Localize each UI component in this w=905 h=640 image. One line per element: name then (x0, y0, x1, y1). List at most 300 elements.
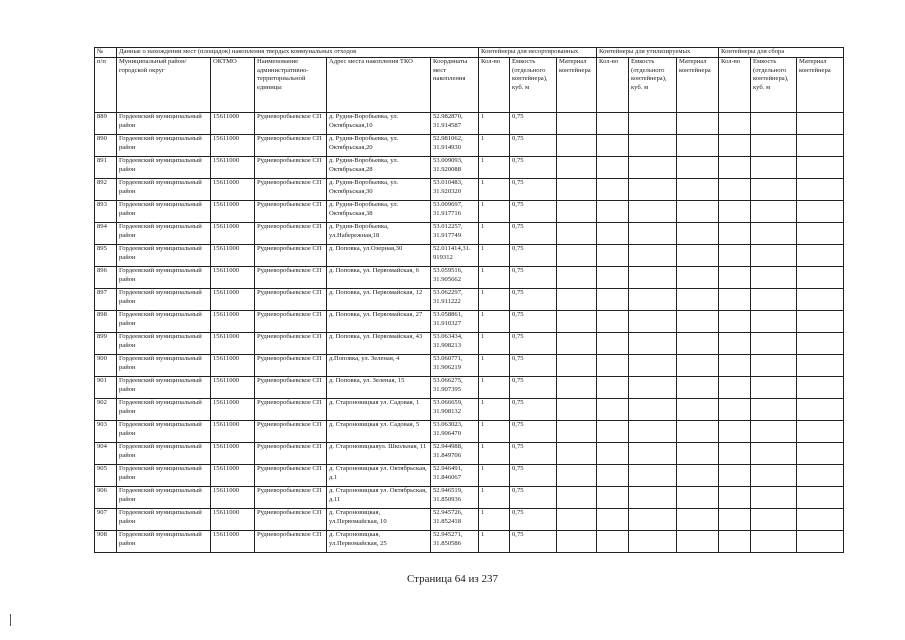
cell-empty (751, 487, 797, 509)
cell-n: 895 (95, 245, 117, 267)
cell-empty (719, 421, 751, 443)
cell-volume: 0,75 (510, 223, 557, 245)
cell-empty (557, 113, 597, 135)
cell-oktmo: 15611000 (211, 487, 255, 509)
cell-unit: Рудневоробьевское СП (255, 487, 327, 509)
cell-address: д. Староновицкая, ул.Первомайская, 25 (327, 531, 431, 553)
cell-district: Гордеевский муниципальный район (117, 245, 211, 267)
cell-volume: 0,75 (510, 355, 557, 377)
table-row (95, 487, 844, 509)
cell-oktmo: 15611000 (211, 223, 255, 245)
cell-empty (677, 223, 719, 245)
cell-empty (597, 311, 629, 333)
cell-address: д. Рудня-Воробьевка, ул. Октябрьская,30 (327, 179, 431, 201)
cell-empty (797, 157, 844, 179)
cell-empty (719, 311, 751, 333)
cell-empty (597, 399, 629, 421)
cell-volume: 0,75 (510, 201, 557, 223)
cell-qty: 1 (479, 311, 510, 333)
cell-qty: 1 (479, 509, 510, 531)
cell-qty: 1 (479, 289, 510, 311)
cell-qty: 1 (479, 531, 510, 553)
cell-district: Гордеевский муниципальный район (117, 399, 211, 421)
cell-address: д. Поповка, ул. Зеленая, 15 (327, 377, 431, 399)
cell-empty (751, 509, 797, 531)
cell-empty (597, 377, 629, 399)
cell-district: Гордеевский муниципальный район (117, 531, 211, 553)
cell-volume: 0,75 (510, 487, 557, 509)
cell-empty (677, 333, 719, 355)
cell-empty (797, 377, 844, 399)
cell-empty (797, 201, 844, 223)
cell-address: д.Поповка, ул. Зеленая, 4 (327, 355, 431, 377)
cell-qty: 1 (479, 399, 510, 421)
cell-qty: 1 (479, 245, 510, 267)
cell-oktmo: 15611000 (211, 157, 255, 179)
cell-address: д. Поповка, ул. Первомайская, 12 (327, 289, 431, 311)
cell-oktmo: 15611000 (211, 421, 255, 443)
cell-empty (677, 157, 719, 179)
cell-empty (557, 487, 597, 509)
cell-qty: 1 (479, 465, 510, 487)
cell-volume: 0,75 (510, 333, 557, 355)
cell-empty (557, 443, 597, 465)
cell-volume: 0,75 (510, 113, 557, 135)
cell-unit: Рудневоробьевское СП (255, 245, 327, 267)
cell-empty (719, 487, 751, 509)
cell-n: 892 (95, 179, 117, 201)
cell-oktmo: 15611000 (211, 465, 255, 487)
scan-margin-mark (10, 614, 11, 626)
cell-empty (719, 223, 751, 245)
cell-volume: 0,75 (510, 443, 557, 465)
cell-empty (677, 421, 719, 443)
cell-volume: 0,75 (510, 509, 557, 531)
cell-empty (719, 135, 751, 157)
column-header: Емкость (отдельного контейнера), куб. м (629, 58, 677, 113)
cell-volume: 0,75 (510, 157, 557, 179)
cell-coords: 52.944988, 31.849706 (431, 443, 479, 465)
cell-empty (629, 377, 677, 399)
cell-n: 897 (95, 289, 117, 311)
cell-empty (677, 377, 719, 399)
table-row (95, 201, 844, 223)
cell-address: д. Рудня-Воробьевка, ул. Октябрьская,38 (327, 201, 431, 223)
cell-address: д. Рудня-Воробьевка, ул. Октябрьская,20 (327, 135, 431, 157)
cell-n: 905 (95, 465, 117, 487)
cell-empty (557, 399, 597, 421)
cell-empty (719, 201, 751, 223)
cell-empty (597, 509, 629, 531)
cell-empty (597, 135, 629, 157)
cell-n: 890 (95, 135, 117, 157)
cell-unit: Рудневоробьевское СП (255, 113, 327, 135)
cell-empty (797, 223, 844, 245)
cell-coords: 52.946519, 31.850936 (431, 487, 479, 509)
cell-qty: 1 (479, 223, 510, 245)
cell-qty: 1 (479, 487, 510, 509)
cell-coords: 53.066275, 31.907395 (431, 377, 479, 399)
cell-oktmo: 15611000 (211, 531, 255, 553)
cell-oktmo: 15611000 (211, 179, 255, 201)
cell-empty (629, 355, 677, 377)
column-header: Муниципальный район/городской округ (117, 58, 211, 113)
cell-empty (719, 157, 751, 179)
table-row (95, 245, 844, 267)
cell-volume: 0,75 (510, 245, 557, 267)
cell-volume: 0,75 (510, 421, 557, 443)
cell-empty (719, 245, 751, 267)
cell-coords: 53.058861, 31.910327 (431, 311, 479, 333)
column-header: Кол-во (479, 58, 510, 113)
cell-empty (719, 465, 751, 487)
cell-empty (751, 157, 797, 179)
cell-empty (751, 245, 797, 267)
cell-empty (797, 443, 844, 465)
cell-empty (751, 377, 797, 399)
cell-empty (597, 157, 629, 179)
header-columns-row (95, 58, 844, 113)
cell-empty (719, 179, 751, 201)
cell-address: д. Староновицкая ул. Октябрьская, д.1 (327, 465, 431, 487)
cell-empty (797, 113, 844, 135)
cell-empty (557, 245, 597, 267)
cell-empty (797, 487, 844, 509)
cell-address: д. Поповка, ул.Озерная,30 (327, 245, 431, 267)
cell-empty (677, 355, 719, 377)
cell-empty (629, 245, 677, 267)
cell-district: Гордеевский муниципальный район (117, 421, 211, 443)
cell-empty (751, 443, 797, 465)
cell-empty (597, 531, 629, 553)
cell-n: 900 (95, 355, 117, 377)
cell-coords: 53.009697, 31.917716 (431, 201, 479, 223)
cell-empty (677, 531, 719, 553)
cell-empty (629, 443, 677, 465)
cell-unit: Рудневоробьевское СП (255, 531, 327, 553)
cell-unit: Рудневоробьевское СП (255, 289, 327, 311)
cell-coords: 52.945726, 31.852418 (431, 509, 479, 531)
cell-empty (597, 179, 629, 201)
cell-empty (629, 421, 677, 443)
cell-address: д. Рудня-Воробьевка, ул. Октябрьская,28 (327, 157, 431, 179)
cell-unit: Рудневоробьевское СП (255, 377, 327, 399)
table-row (95, 531, 844, 553)
cell-unit: Рудневоробьевское СП (255, 157, 327, 179)
cell-oktmo: 15611000 (211, 245, 255, 267)
cell-empty (677, 443, 719, 465)
cell-coords: 52.945271, 31.850586 (431, 531, 479, 553)
cell-oktmo: 15611000 (211, 311, 255, 333)
cell-unit: Рудневоробьевское СП (255, 267, 327, 289)
cell-coords: 53.063434, 31.908213 (431, 333, 479, 355)
cell-coords: 52.946491, 31.846067 (431, 465, 479, 487)
cell-coords: 53.010483, 31.920320 (431, 179, 479, 201)
cell-address: д. Староновицкая ул. Садовая, 5 (327, 421, 431, 443)
cell-empty (557, 509, 597, 531)
cell-n: 896 (95, 267, 117, 289)
cell-address: д. Староновицкая ул. Октябрьская, д.11 (327, 487, 431, 509)
table-row (95, 113, 844, 135)
cell-empty (719, 443, 751, 465)
cell-empty (751, 267, 797, 289)
column-header: Координаты мест накопления (431, 58, 479, 113)
cell-address: д. Поповка, ул. Первомайская, 43 (327, 333, 431, 355)
cell-empty (557, 135, 597, 157)
cell-empty (719, 355, 751, 377)
cell-district: Гордеевский муниципальный район (117, 289, 211, 311)
column-header: Материал контейнера (677, 58, 719, 113)
cell-oktmo: 15611000 (211, 201, 255, 223)
header-data-title: Данные о нахождении мест (площадок) накопления твердых коммунальных отходов (117, 48, 479, 58)
cell-coords: 53.063023, 31.906470 (431, 421, 479, 443)
cell-n: 904 (95, 443, 117, 465)
cell-empty (797, 531, 844, 553)
cell-empty (677, 289, 719, 311)
cell-volume: 0,75 (510, 135, 557, 157)
cell-empty (597, 421, 629, 443)
cell-coords: 52.982870, 31.914587 (431, 113, 479, 135)
cell-empty (597, 201, 629, 223)
waste-sites-table (94, 47, 844, 553)
cell-empty (629, 487, 677, 509)
table-row (95, 465, 844, 487)
cell-empty (629, 399, 677, 421)
cell-empty (797, 399, 844, 421)
cell-empty (751, 421, 797, 443)
column-header: Кол-во (719, 58, 751, 113)
column-header: Наименование административно-территориальной единицы (255, 58, 327, 113)
column-header: Емкость (отдельного контейнера), куб. м (510, 58, 557, 113)
cell-n: 898 (95, 311, 117, 333)
cell-empty (629, 157, 677, 179)
cell-district: Гордеевский муниципальный район (117, 487, 211, 509)
cell-n: 907 (95, 509, 117, 531)
table-row (95, 179, 844, 201)
cell-empty (751, 399, 797, 421)
cell-empty (797, 135, 844, 157)
cell-volume: 0,75 (510, 531, 557, 553)
cell-qty: 1 (479, 443, 510, 465)
cell-empty (557, 201, 597, 223)
cell-empty (557, 531, 597, 553)
cell-empty (597, 113, 629, 135)
cell-address: д. Староновицкаяул. Школьная, 11 (327, 443, 431, 465)
cell-coords: 52.011414,31. 919312 (431, 245, 479, 267)
column-header: п/п (95, 58, 117, 113)
cell-oktmo: 15611000 (211, 509, 255, 531)
cell-oktmo: 15611000 (211, 289, 255, 311)
cell-n: 902 (95, 399, 117, 421)
column-header: Материал контейнера (557, 58, 597, 113)
cell-empty (677, 267, 719, 289)
cell-n: 903 (95, 421, 117, 443)
cell-unit: Рудневоробьевское СП (255, 179, 327, 201)
cell-empty (751, 311, 797, 333)
cell-unit: Рудневоробьевское СП (255, 399, 327, 421)
column-header: Материал контейнера (797, 58, 844, 113)
table-row (95, 157, 844, 179)
cell-empty (751, 465, 797, 487)
cell-unit: Рудневоробьевское СП (255, 311, 327, 333)
cell-empty (597, 465, 629, 487)
header-num: № (95, 48, 117, 58)
table-row (95, 135, 844, 157)
cell-empty (597, 355, 629, 377)
cell-empty (677, 179, 719, 201)
cell-empty (751, 135, 797, 157)
cell-empty (629, 201, 677, 223)
cell-empty (797, 245, 844, 267)
cell-empty (629, 223, 677, 245)
cell-coords: 53.009093, 31.920088 (431, 157, 479, 179)
cell-empty (557, 179, 597, 201)
cell-district: Гордеевский муниципальный район (117, 135, 211, 157)
cell-empty (629, 135, 677, 157)
cell-empty (629, 267, 677, 289)
cell-oktmo: 15611000 (211, 399, 255, 421)
column-header: Емкость (отдельного контейнера), куб. м (751, 58, 797, 113)
header-recycled-title: Контейнеры для утилизируемых (597, 48, 719, 58)
cell-oktmo: 15611000 (211, 355, 255, 377)
cell-empty (557, 223, 597, 245)
cell-volume: 0,75 (510, 267, 557, 289)
cell-n: 894 (95, 223, 117, 245)
cell-empty (557, 311, 597, 333)
table-row (95, 421, 844, 443)
cell-district: Гордеевский муниципальный район (117, 465, 211, 487)
cell-qty: 1 (479, 421, 510, 443)
column-header: Кол-во (597, 58, 629, 113)
cell-qty: 1 (479, 157, 510, 179)
cell-oktmo: 15611000 (211, 267, 255, 289)
cell-empty (719, 377, 751, 399)
cell-n: 889 (95, 113, 117, 135)
cell-oktmo: 15611000 (211, 113, 255, 135)
table-row (95, 377, 844, 399)
cell-unit: Рудневоробьевское СП (255, 135, 327, 157)
cell-oktmo: 15611000 (211, 135, 255, 157)
cell-empty (557, 355, 597, 377)
cell-empty (719, 509, 751, 531)
cell-empty (751, 201, 797, 223)
cell-volume: 0,75 (510, 289, 557, 311)
cell-empty (557, 377, 597, 399)
cell-volume: 0,75 (510, 399, 557, 421)
cell-district: Гордеевский муниципальный район (117, 333, 211, 355)
cell-empty (557, 333, 597, 355)
column-header: ОКТМО (211, 58, 255, 113)
cell-empty (677, 399, 719, 421)
cell-oktmo: 15611000 (211, 377, 255, 399)
cell-unit: Рудневоробьевское СП (255, 421, 327, 443)
cell-volume: 0,75 (510, 179, 557, 201)
cell-n: 901 (95, 377, 117, 399)
cell-qty: 1 (479, 267, 510, 289)
cell-empty (677, 509, 719, 531)
cell-empty (751, 531, 797, 553)
cell-empty (597, 245, 629, 267)
cell-district: Гордеевский муниципальный район (117, 443, 211, 465)
cell-empty (677, 245, 719, 267)
cell-empty (677, 311, 719, 333)
cell-oktmo: 15611000 (211, 333, 255, 355)
cell-district: Гордеевский муниципальный район (117, 267, 211, 289)
cell-empty (557, 465, 597, 487)
cell-district: Гордеевский муниципальный район (117, 377, 211, 399)
cell-district: Гордеевский муниципальный район (117, 509, 211, 531)
cell-district: Гордеевский муниципальный район (117, 311, 211, 333)
table-row (95, 509, 844, 531)
cell-empty (677, 135, 719, 157)
table-row (95, 355, 844, 377)
cell-empty (597, 487, 629, 509)
cell-empty (629, 113, 677, 135)
cell-volume: 0,75 (510, 311, 557, 333)
cell-empty (751, 113, 797, 135)
cell-empty (677, 201, 719, 223)
cell-qty: 1 (479, 333, 510, 355)
cell-empty (797, 289, 844, 311)
cell-unit: Рудневоробьевское СП (255, 223, 327, 245)
cell-empty (719, 333, 751, 355)
cell-unit: Рудневоробьевское СП (255, 333, 327, 355)
cell-unit: Рудневоробьевское СП (255, 443, 327, 465)
cell-address: д. Староновицкая ул. Садовая, 1 (327, 399, 431, 421)
cell-empty (557, 157, 597, 179)
table-row (95, 443, 844, 465)
cell-n: 899 (95, 333, 117, 355)
cell-empty (629, 311, 677, 333)
cell-empty (629, 509, 677, 531)
table-row (95, 333, 844, 355)
cell-empty (597, 289, 629, 311)
cell-empty (597, 223, 629, 245)
cell-address: д. Рудня-Воробьевка, ул. Октябрьская,10 (327, 113, 431, 135)
cell-empty (751, 179, 797, 201)
cell-coords: 52.981062, 31.914930 (431, 135, 479, 157)
cell-empty (629, 465, 677, 487)
cell-empty (557, 421, 597, 443)
cell-address: д. Староновицкая, ул.Первомайская, 10 (327, 509, 431, 531)
column-header: Адрес места накопления ТКО (327, 58, 431, 113)
cell-empty (719, 267, 751, 289)
cell-empty (629, 333, 677, 355)
cell-empty (557, 267, 597, 289)
cell-unit: Рудневоробьевское СП (255, 355, 327, 377)
table-row (95, 267, 844, 289)
cell-address: д. Поповка, ул. Первомайская, 6 (327, 267, 431, 289)
cell-empty (597, 333, 629, 355)
cell-empty (751, 289, 797, 311)
table-row (95, 289, 844, 311)
cell-empty (797, 179, 844, 201)
table-row (95, 399, 844, 421)
cell-empty (797, 421, 844, 443)
cell-district: Гордеевский муниципальный район (117, 157, 211, 179)
cell-n: 893 (95, 201, 117, 223)
cell-empty (677, 465, 719, 487)
cell-empty (751, 223, 797, 245)
cell-empty (719, 399, 751, 421)
cell-volume: 0,75 (510, 465, 557, 487)
header-collection-title: Контейнеры для сбора (719, 48, 844, 58)
page-number: Страница 64 из 237 (406, 573, 499, 585)
cell-n: 906 (95, 487, 117, 509)
cell-empty (597, 267, 629, 289)
cell-empty (797, 465, 844, 487)
cell-empty (797, 333, 844, 355)
